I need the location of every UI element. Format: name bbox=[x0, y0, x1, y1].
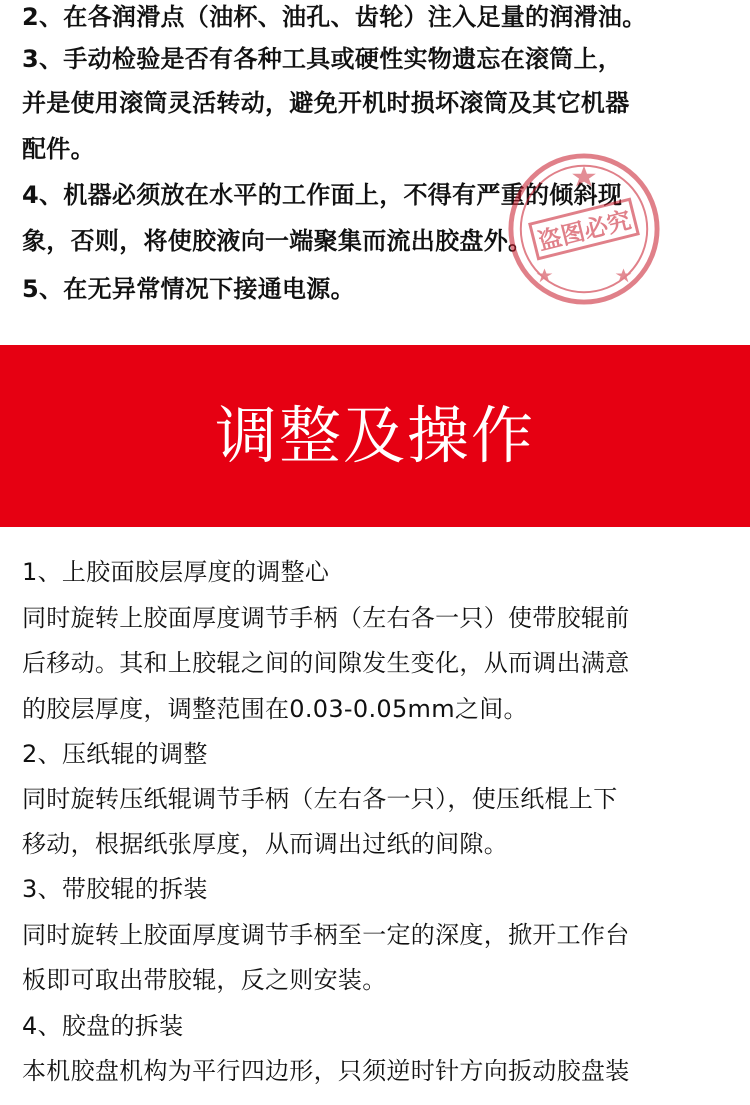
operation-line: 本机胶盘机构为平行四边形，只须逆时针方向扳动胶盘装 bbox=[22, 1057, 630, 1085]
precaution-line: 3、手动检验是否有各种工具或硬性实物遗忘在滚筒上， bbox=[22, 45, 623, 73]
operation-line: 后移动。其和上胶辊之间的间隙发生变化，从而调出满意 bbox=[22, 649, 630, 677]
operation-line: 板即可取出带胶辊，反之则安装。 bbox=[22, 966, 387, 994]
banner-title: 调整及操作 bbox=[214, 399, 535, 472]
operation-line: 2、压纸辊的调整 bbox=[22, 740, 208, 768]
bottom-cutoff bbox=[0, 1092, 750, 1105]
operation-line: 1、上胶面胶层厚度的调整心 bbox=[22, 558, 330, 586]
operation-line: 3、带胶辊的拆装 bbox=[22, 875, 208, 903]
anti-theft-stamp-icon bbox=[505, 150, 663, 308]
precaution-line: 并是使用滚筒灵活转动，避免开机时损坏滚筒及其它机器 bbox=[22, 89, 630, 117]
operation-line: 同时旋转上胶面厚度调节手柄至一定的深度，掀开工作台 bbox=[22, 921, 630, 949]
precaution-line: 象，否则，将使胶液向一端聚集而流出胶盘外。 bbox=[22, 227, 533, 255]
precaution-line: 4、机器必须放在水平的工作面上，不得有严重的倾斜现 bbox=[22, 181, 623, 209]
operation-line: 同时旋转上胶面厚度调节手柄（左右各一只）使带胶辊前 bbox=[22, 604, 630, 632]
section-banner bbox=[0, 345, 750, 527]
operation-line: 移动，根据纸张厚度，从而调出过纸的间隙。 bbox=[22, 830, 508, 858]
precaution-line: 配件。 bbox=[22, 135, 95, 163]
stamp-text: 盗图必究 bbox=[535, 205, 634, 256]
operation-line: 的胶层厚度，调整范围在0.03-0.05mm之间。 bbox=[22, 695, 528, 723]
operation-line: 4、胶盘的拆装 bbox=[22, 1012, 184, 1040]
precaution-line: 2、在各润滑点（油杯、油孔、齿轮）注入足量的润滑油。 bbox=[22, 3, 647, 31]
operation-line: 同时旋转压纸辊调节手柄（左右各一只），使压纸棍上下 bbox=[22, 785, 618, 813]
precaution-line: 5、在无异常情况下接通电源。 bbox=[22, 275, 355, 303]
precautions-section bbox=[0, 0, 750, 345]
